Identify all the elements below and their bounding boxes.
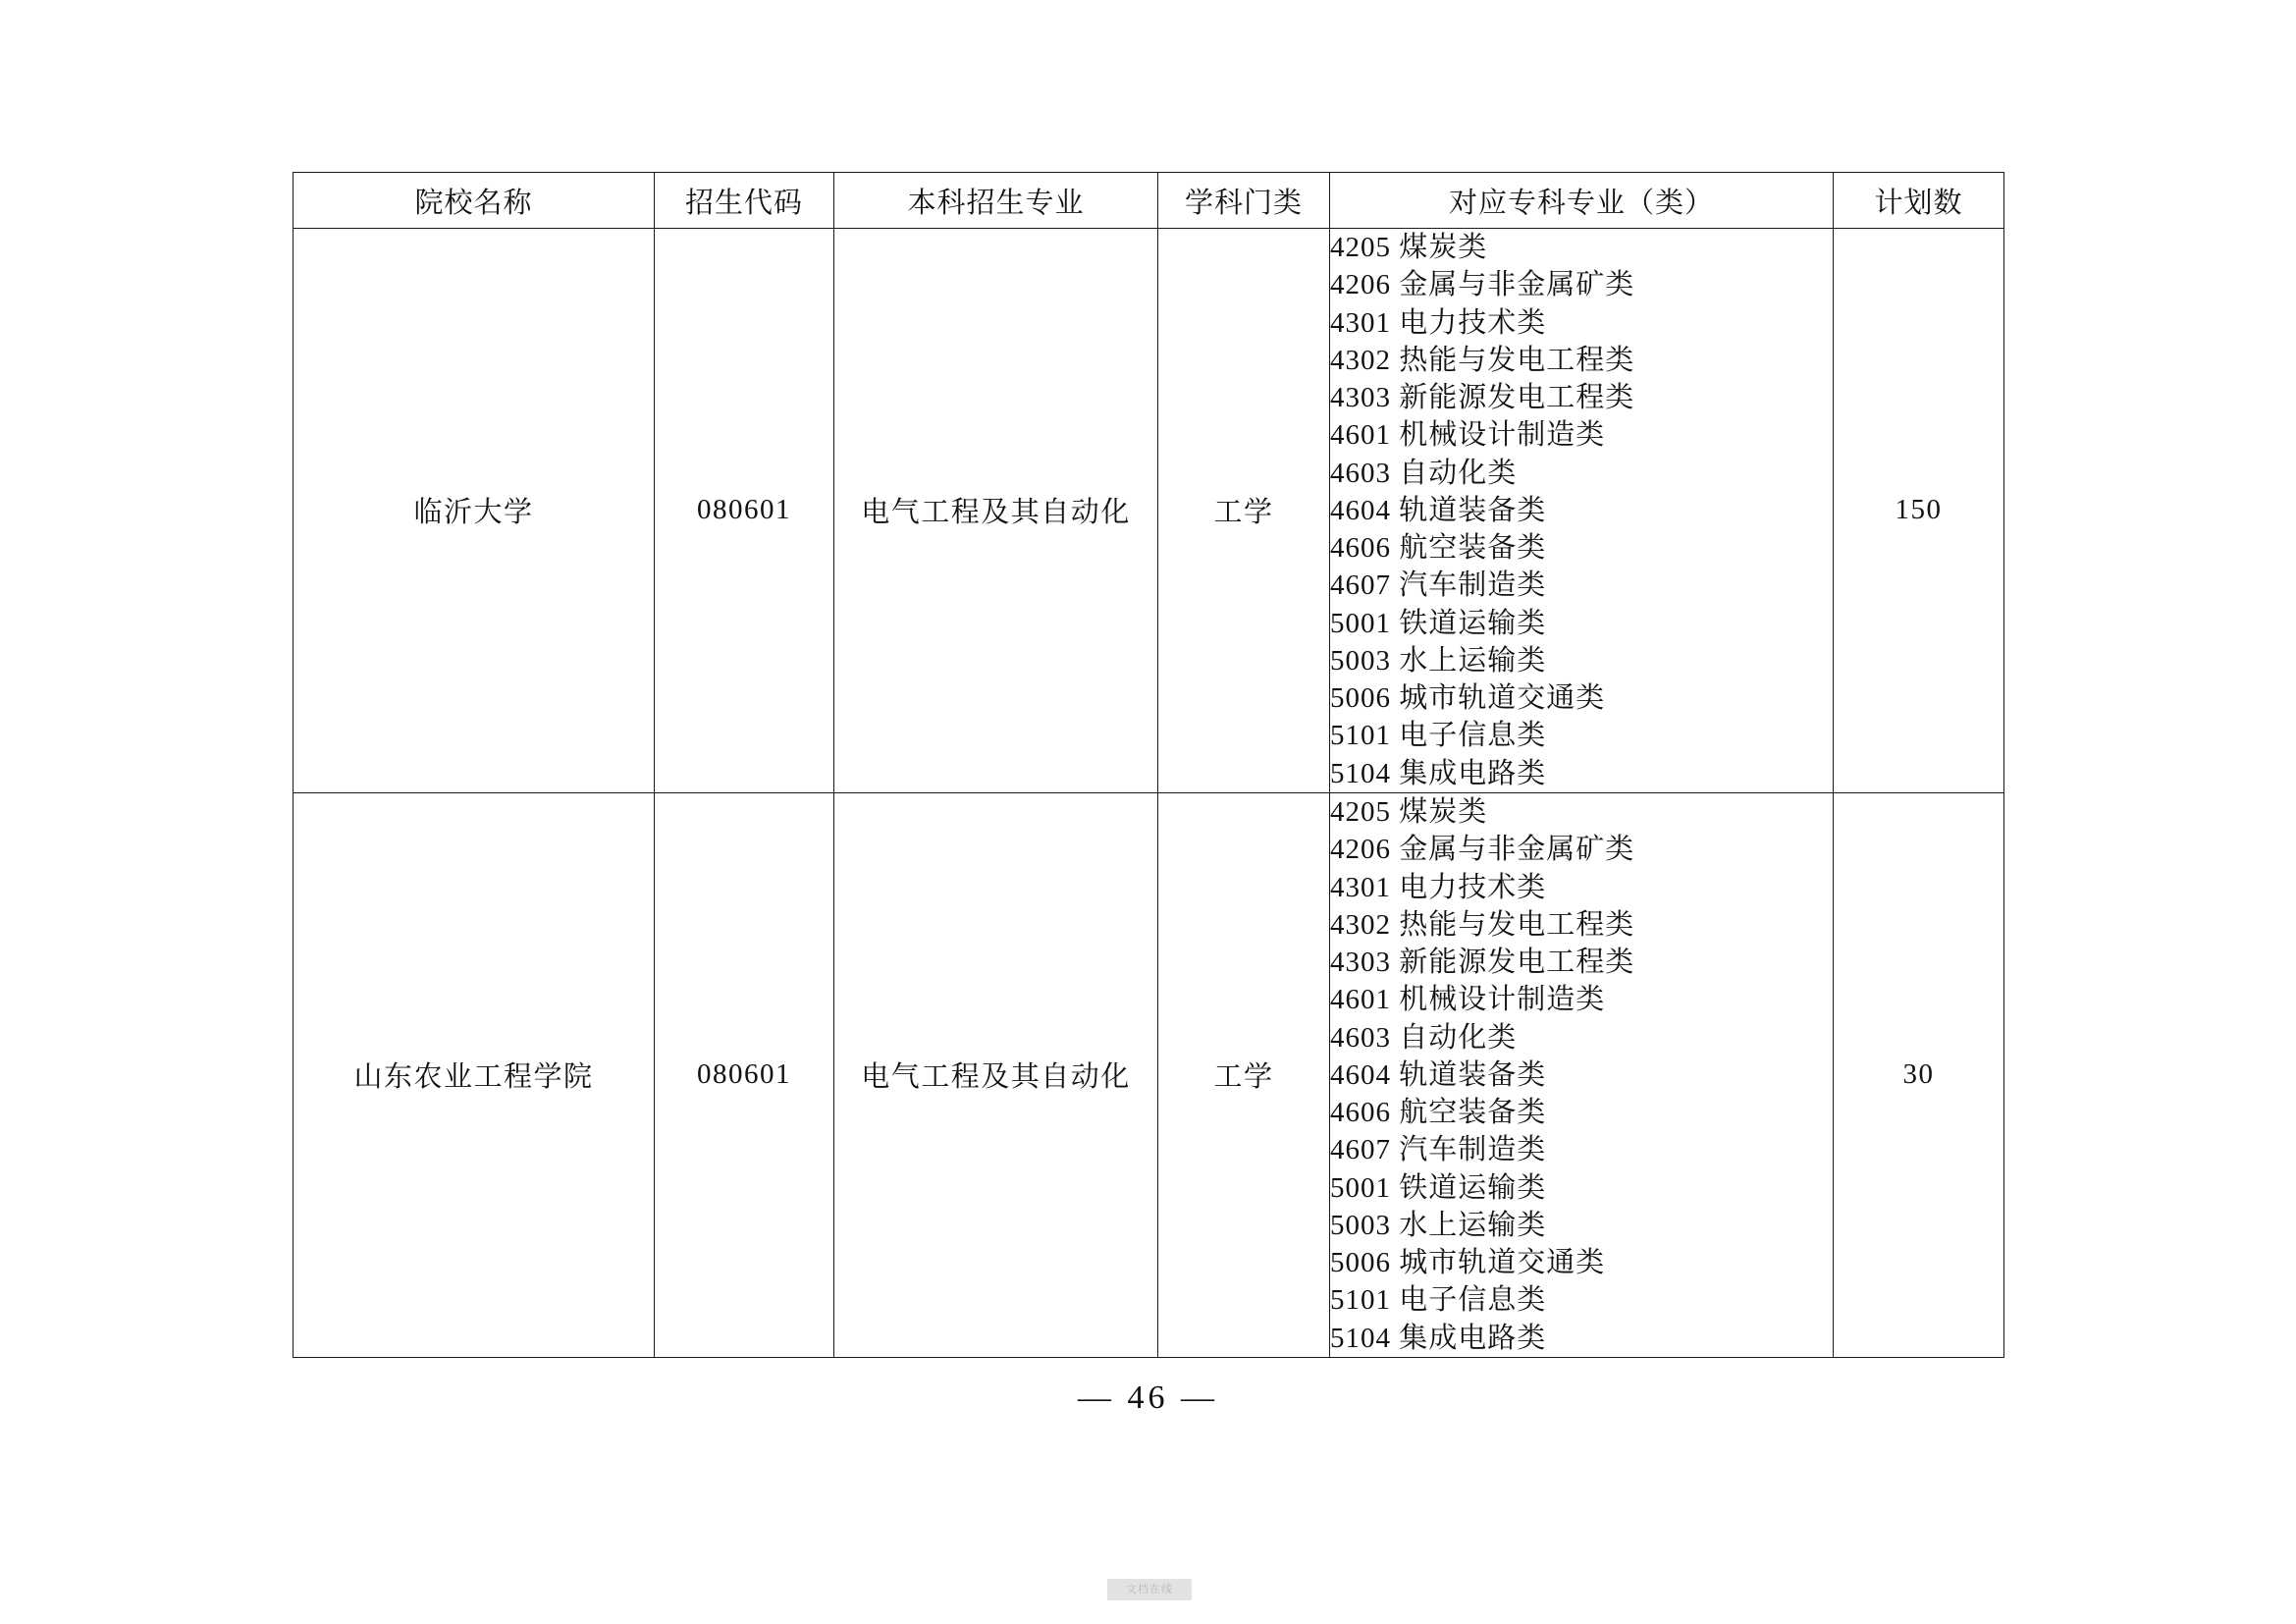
cell-specialties bbox=[1330, 792, 1834, 1357]
specialty-line: 4601 机械设计制造类 bbox=[1330, 419, 1606, 452]
column-header-major: 本科招生专业 bbox=[834, 173, 1158, 229]
page-number: — 46 — bbox=[1078, 1380, 1218, 1416]
specialty-line: 4607 汽车制造类 bbox=[1330, 1134, 1547, 1166]
table-row bbox=[294, 792, 2004, 1357]
specialty-line: 4206 金属与非金属矿类 bbox=[1330, 269, 1635, 301]
specialty-line: 4603 自动化类 bbox=[1330, 1021, 1518, 1054]
cell-specialties bbox=[1330, 229, 1834, 793]
specialty-line: 4301 电力技术类 bbox=[1330, 871, 1547, 903]
watermark: 文档在线 bbox=[1107, 1579, 1192, 1600]
specialty-line: 5006 城市轨道交通类 bbox=[1330, 1247, 1606, 1279]
cell-category: 工学 bbox=[1158, 792, 1330, 1357]
cell-code: 080601 bbox=[655, 229, 834, 793]
specialty-line: 5001 铁道运输类 bbox=[1330, 1171, 1547, 1204]
cell-school: 临沂大学 bbox=[294, 229, 655, 793]
table-body bbox=[294, 229, 2004, 1358]
specialty-line: 4206 金属与非金属矿类 bbox=[1330, 834, 1635, 866]
cell-category: 工学 bbox=[1158, 229, 1330, 793]
specialty-line: 5006 城市轨道交通类 bbox=[1330, 682, 1606, 715]
majors-table bbox=[293, 172, 2004, 1358]
table-row bbox=[294, 229, 2004, 793]
specialty-line: 4205 煤炭类 bbox=[1330, 795, 1488, 828]
specialty-line: 4606 航空装备类 bbox=[1330, 1097, 1547, 1129]
specialty-line: 4303 新能源发电工程类 bbox=[1330, 947, 1635, 979]
column-header-code: 招生代码 bbox=[655, 173, 834, 229]
table-header bbox=[294, 173, 2004, 229]
specialty-line: 5101 电子信息类 bbox=[1330, 1284, 1547, 1317]
specialty-line: 4603 自动化类 bbox=[1330, 457, 1518, 489]
column-header-school: 院校名称 bbox=[294, 173, 655, 229]
specialty-line: 5003 水上运输类 bbox=[1330, 1209, 1547, 1241]
column-header-specialties: 对应专科专业（类） bbox=[1330, 173, 1834, 229]
column-header-category: 学科门类 bbox=[1158, 173, 1330, 229]
specialty-line: 4302 热能与发电工程类 bbox=[1330, 344, 1635, 376]
specialty-line: 4606 航空装备类 bbox=[1330, 532, 1547, 565]
specialty-line: 4607 汽车制造类 bbox=[1330, 569, 1547, 602]
specialty-line: 5104 集成电路类 bbox=[1330, 757, 1547, 789]
specialty-line: 5104 集成电路类 bbox=[1330, 1322, 1547, 1354]
specialty-line: 4301 电力技术类 bbox=[1330, 306, 1547, 339]
specialty-line: 4302 热能与发电工程类 bbox=[1330, 908, 1635, 941]
page-content bbox=[293, 172, 2003, 1358]
specialty-line: 4303 新能源发电工程类 bbox=[1330, 382, 1635, 414]
specialty-line: 4601 机械设计制造类 bbox=[1330, 984, 1606, 1016]
specialty-line: 4205 煤炭类 bbox=[1330, 232, 1488, 263]
cell-major: 电气工程及其自动化 bbox=[834, 229, 1158, 793]
cell-code: 080601 bbox=[655, 792, 834, 1357]
cell-school: 山东农业工程学院 bbox=[294, 792, 655, 1357]
column-header-plan: 计划数 bbox=[1834, 173, 2004, 229]
cell-plan: 30 bbox=[1834, 792, 2004, 1357]
specialty-line: 4604 轨道装备类 bbox=[1330, 494, 1547, 526]
specialty-line: 5001 铁道运输类 bbox=[1330, 607, 1547, 639]
specialty-line: 4604 轨道装备类 bbox=[1330, 1058, 1547, 1091]
table-header-row bbox=[294, 173, 2004, 229]
specialty-line: 5003 水上运输类 bbox=[1330, 644, 1547, 677]
cell-plan: 150 bbox=[1834, 229, 2004, 793]
specialty-line: 5101 电子信息类 bbox=[1330, 720, 1547, 752]
cell-major: 电气工程及其自动化 bbox=[834, 792, 1158, 1357]
